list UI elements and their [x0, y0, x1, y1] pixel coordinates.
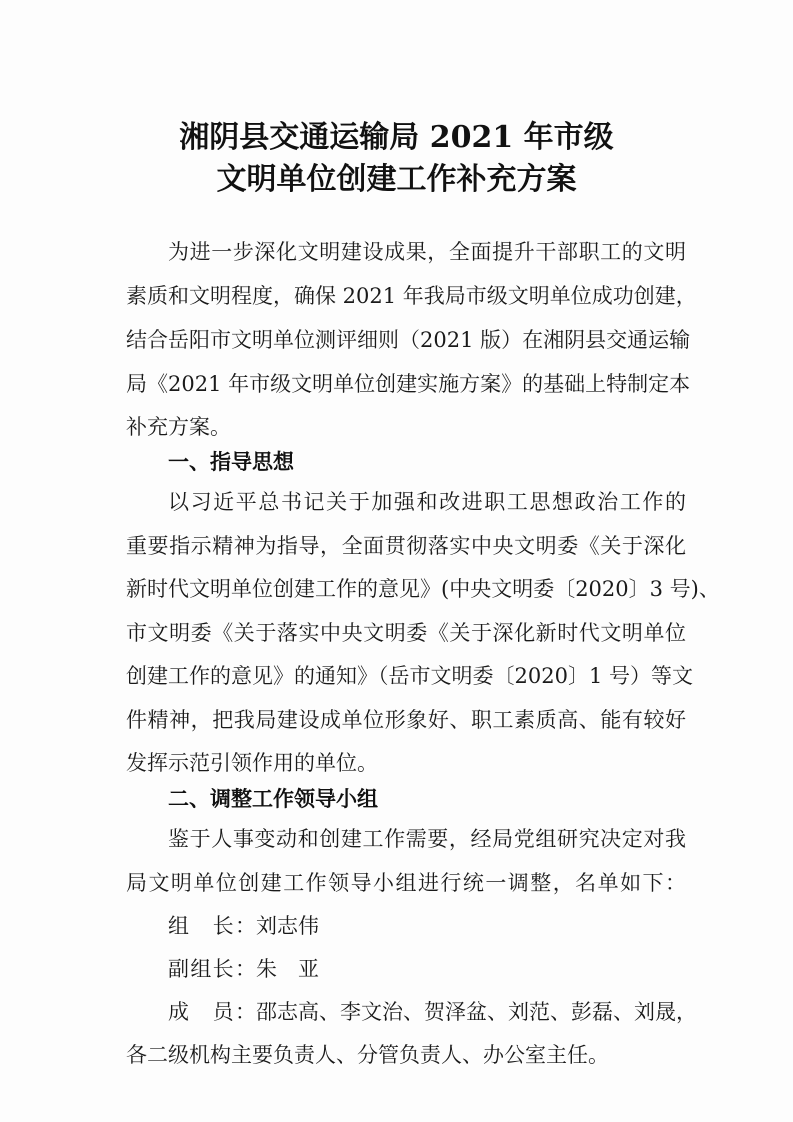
member-label: 成 员：: [168, 1000, 256, 1024]
member-value: 刘志伟: [256, 914, 319, 938]
member-tail-line: 各二级机构主要负责人、分管负责人、办公室主任。: [126, 1043, 609, 1067]
section-1-line: 以习近平总书记关于加强和改进职工思想政治工作的: [168, 490, 686, 514]
section-2-line: 鉴于人事变动和创建工作需要，经局党组研究决定对我: [168, 827, 686, 851]
intro-line: 局《2021 年市级文明单位创建实施方案》的基础上特制定本: [126, 372, 691, 396]
member-row-members: [168, 996, 697, 1026]
member-row-leader: [168, 910, 319, 940]
member-row-deputy: [168, 953, 319, 983]
section-1-line: 发挥示范引领作用的单位。: [126, 751, 378, 775]
section-1-line: 件精神，把我局建设成单位形象好、职工素质高、能有较好: [126, 708, 686, 732]
member-value: 邵志高、李文治、贺泽盆、刘范、彭磊、刘晟，: [256, 1000, 697, 1024]
section-2-line: 局文明单位创建工作领导小组进行统一调整，名单如下：: [126, 871, 686, 895]
document-title-line-1: 湘阴县交通运输局 2021 年市级: [179, 120, 614, 155]
intro-line: 结合岳阳市文明单位测评细则（2021 版）在湘阴县交通运输: [126, 328, 691, 352]
document-title-line-2: 文明单位创建工作补充方案: [216, 162, 577, 197]
intro-line: 素质和文明程度，确保 2021 年我局市级文明单位成功创建，: [126, 284, 697, 308]
member-label: 组 长：: [168, 914, 256, 938]
section-2-heading: 二、调整工作领导小组: [168, 787, 378, 811]
member-label: 副组长：: [168, 957, 256, 981]
intro-line: 补充方案。: [126, 415, 231, 439]
section-1-heading: 一、指导思想: [168, 450, 294, 474]
intro-line: 为进一步深化文明建设成果，全面提升干部职工的文明: [168, 240, 686, 264]
section-1-line: 市文明委《关于落实中央文明委《关于深化新时代文明单位: [126, 621, 686, 645]
section-1-line: 创建工作的意见》的通知》（岳市文明委〔2020〕1 号）等文: [126, 664, 693, 688]
section-1-line: 重要指示精神为指导，全面贯彻落实中央文明委《关于深化: [126, 534, 686, 558]
member-value: 朱 亚: [256, 957, 319, 981]
section-1-line: 新时代文明单位创建工作的意见》(中央文明委〔2020〕3 号)、: [126, 577, 720, 601]
